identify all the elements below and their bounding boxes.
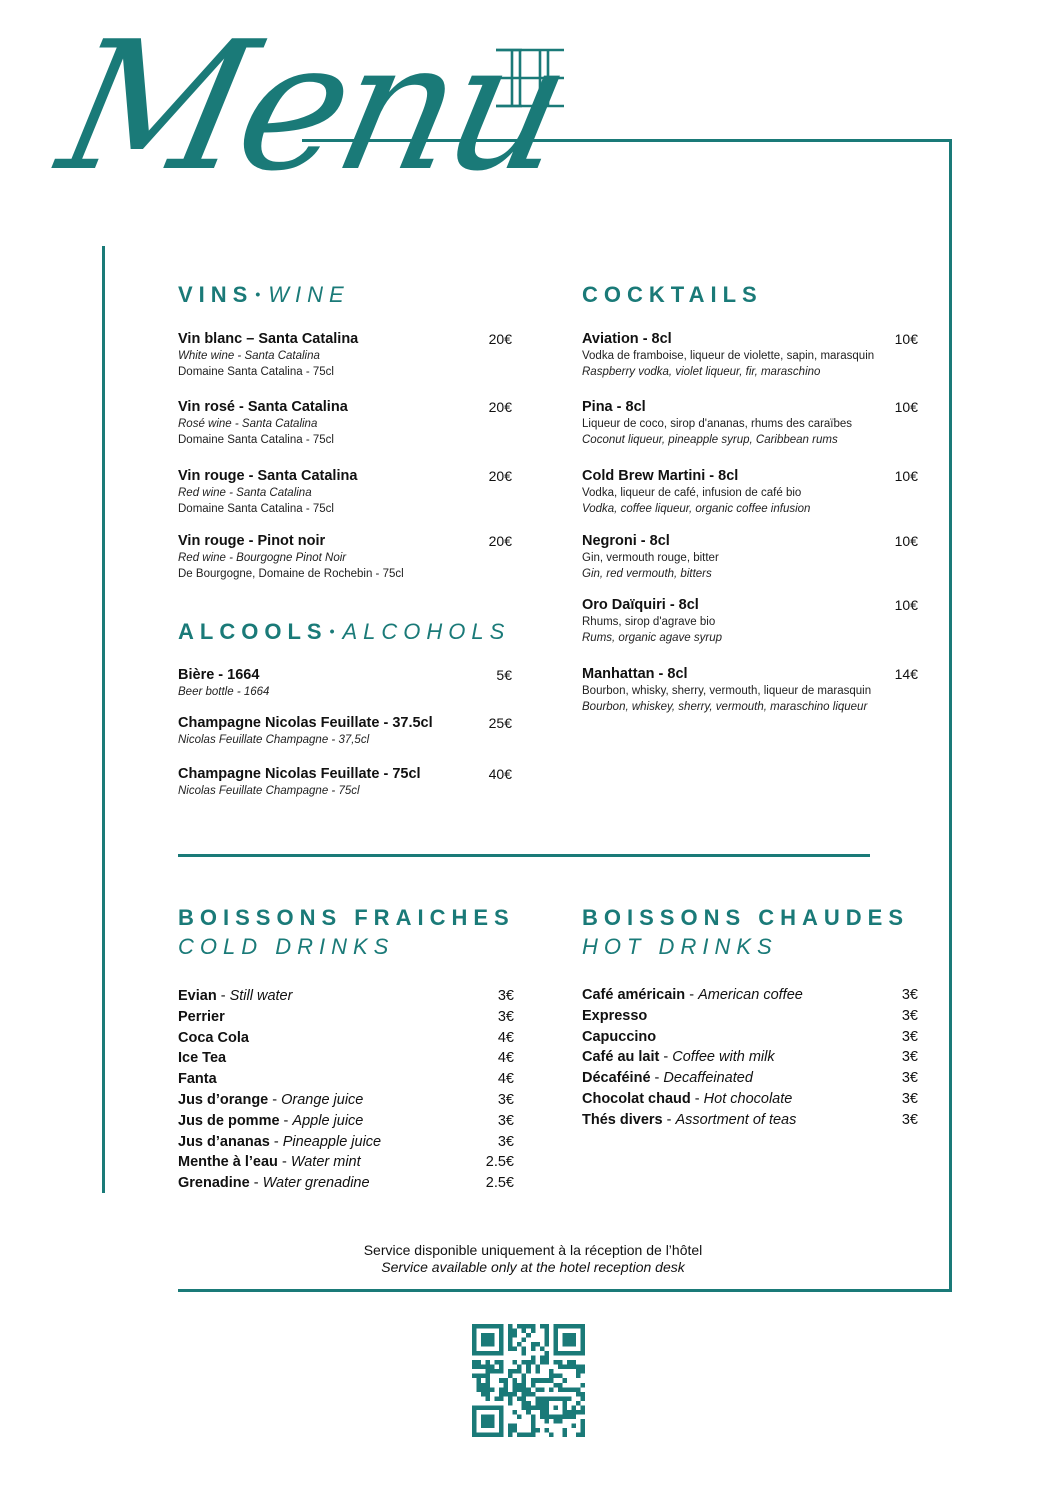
alcohols-item	[178, 766, 512, 799]
wine-item-price: 20€	[488, 331, 512, 347]
wine-section-title	[178, 282, 350, 308]
cold-drink-price: 4€	[497, 1071, 514, 1088]
hot-drink-price: 3€	[901, 1028, 918, 1045]
wine-item-detail: White wine - Santa Catalina	[178, 350, 320, 362]
wine-item-name: Vin blanc – Santa Catalina	[178, 331, 359, 347]
dash-separator: -	[268, 1092, 282, 1108]
hot-drink-name: Capuccino	[582, 1028, 657, 1045]
cocktails-item	[582, 666, 918, 715]
cocktails-item-origin: Gin, red vermouth, bitters	[582, 568, 712, 580]
dash-separator: -	[277, 1154, 291, 1171]
hot-drinks-title: BOISSONS CHAUDES	[582, 905, 910, 930]
cold-drink-row	[178, 986, 514, 1006]
wine-title-fr: VINS	[178, 282, 254, 307]
cold-drink-name: Ice Tea	[178, 1050, 227, 1067]
alcohols-item-detail: Nicolas Feuillate Champagne - 75cl	[178, 785, 360, 797]
hot-drink-row	[582, 1006, 918, 1026]
service-note-en: Service available only at the hotel reception desk	[381, 1259, 685, 1275]
cold-drink-price: 2.5€	[485, 1154, 514, 1171]
hot-drink-price: 3€	[901, 1091, 918, 1107]
alcohols-item-name: Bière - 1664	[178, 667, 260, 683]
wine-item-price: 20€	[488, 468, 512, 484]
cold-drink-price: 3€	[497, 1092, 514, 1108]
wine-item-origin: Domaine Santa Catalina - 75cl	[178, 366, 334, 378]
cocktails-item	[582, 533, 918, 582]
hot-drink-name: Café au lait	[582, 1049, 660, 1066]
cold-drink-english: Water mint	[290, 1154, 361, 1171]
alcohols-item-price: 25€	[488, 715, 512, 731]
hot-drink-row	[582, 985, 918, 1005]
cocktails-item-name: Negroni - 8cl	[582, 533, 670, 549]
cold-drink-row	[178, 1069, 514, 1089]
service-note-fr: Service disponible uniquement à la réception de l’hôtel	[363, 1242, 703, 1258]
alcohols-item	[178, 715, 512, 748]
hot-drink-name: Décaféiné	[582, 1070, 651, 1087]
cocktails-item-price: 14€	[894, 666, 918, 682]
cold-drink-row	[178, 1173, 514, 1193]
cocktails-item-detail: Gin, vermouth rouge, bitter	[582, 552, 719, 564]
alcohols-item-detail: Beer bottle - 1664	[178, 686, 270, 698]
hot-drink-name: Expresso	[582, 1007, 648, 1024]
wine-item-origin: De Bourgogne, Domaine de Rochebin - 75cl	[178, 568, 404, 580]
wine-item-price: 20€	[488, 533, 512, 549]
cold-drink-price: 3€	[497, 1133, 514, 1150]
cocktails-item-origin: Rums, organic agave syrup	[582, 632, 722, 644]
hot-drink-row	[582, 1089, 918, 1109]
cocktails-item-name: Cold Brew Martini - 8cl	[582, 468, 739, 484]
dash-separator: -	[662, 1111, 676, 1128]
wine-item-origin: Domaine Santa Catalina - 75cl	[178, 434, 334, 446]
cocktails-item-price: 10€	[894, 331, 918, 347]
alcohols-item-price: 5€	[496, 667, 512, 683]
dash-separator: -	[650, 1070, 664, 1087]
cold-drink-row	[178, 1007, 514, 1027]
cocktails-item	[582, 468, 918, 517]
dash-separator: -	[279, 1112, 293, 1129]
cold-drink-price: 4€	[497, 1050, 514, 1067]
cold-drink-english: Apple juice	[292, 1112, 364, 1129]
frame-left-line	[102, 246, 105, 1193]
cocktails-item-name: Manhattan - 8cl	[582, 666, 688, 682]
cold-drink-name: Fanta	[178, 1071, 217, 1088]
hot-drink-row	[582, 1047, 918, 1067]
dash-separator: -	[685, 987, 699, 1003]
dash-separator: -	[659, 1049, 673, 1066]
cold-drink-row	[178, 1028, 514, 1048]
dash-separator: -	[690, 1091, 704, 1107]
hot-drink-row	[582, 1027, 918, 1047]
cocktails-item-price: 10€	[894, 533, 918, 549]
cocktails-item-origin: Coconut liqueur, pineapple syrup, Caribbean rums	[582, 434, 838, 446]
wine-item	[178, 468, 512, 517]
cold-drink-price: 3€	[497, 1008, 514, 1025]
hot-drink-price: 3€	[901, 1007, 918, 1024]
hot-drink-price: 3€	[901, 1049, 918, 1066]
menu-title: Menu	[45, 3, 582, 210]
alcohols-item-detail: Nicolas Feuillate Champagne - 37,5cl	[178, 734, 370, 746]
hot-drink-price: 3€	[901, 987, 918, 1003]
cold-drink-row	[178, 1152, 514, 1172]
cocktails-item	[582, 597, 918, 646]
dot-separator: •	[255, 286, 267, 302]
wine-item-origin: Domaine Santa Catalina - 75cl	[178, 503, 334, 515]
cold-drink-english: Orange juice	[281, 1092, 364, 1108]
dash-separator: -	[269, 1133, 283, 1150]
frame-right-line	[949, 139, 952, 1292]
alcohols-section-title	[178, 619, 510, 645]
hot-drink-english: Hot chocolate	[703, 1091, 793, 1107]
cold-drink-name: Menthe à l’eau	[178, 1154, 278, 1171]
hot-drink-price: 3€	[901, 1070, 918, 1087]
alcohols-item	[178, 667, 512, 700]
cold-drink-price: 4€	[497, 1029, 514, 1046]
cocktails-item-name: Aviation - 8cl	[582, 331, 672, 347]
cocktails-item	[582, 399, 918, 448]
cocktails-item-price: 10€	[894, 468, 918, 484]
cold-drink-row	[178, 1132, 514, 1152]
hot-drink-row	[582, 1110, 918, 1130]
cold-drink-row	[178, 1090, 514, 1110]
cold-drink-name: Perrier	[178, 1008, 225, 1025]
wine-title-en: WINE	[268, 282, 350, 307]
hot-drink-english: Decaffeinated	[663, 1070, 753, 1087]
wine-item	[178, 533, 512, 582]
hot-drink-name: Café américain	[582, 987, 686, 1003]
frame-bottom-line	[178, 1289, 952, 1292]
hot-drink-price: 3€	[901, 1111, 918, 1128]
alcohols-title-fr: ALCOOLS	[178, 619, 328, 644]
hot-drink-english: Coffee with milk	[672, 1049, 775, 1066]
cold-drink-name: Coca Cola	[178, 1029, 249, 1046]
cocktails-item-detail: Vodka, liqueur de café, infusion de café bio	[582, 487, 802, 499]
cold-drink-row	[178, 1048, 514, 1068]
cocktails-item-price: 10€	[894, 399, 918, 415]
cocktails-item-name: Oro Daïquiri - 8cl	[582, 597, 699, 613]
cocktails-item-price: 10€	[894, 597, 918, 613]
cocktails-item-name: Pina - 8cl	[582, 399, 646, 415]
cold-drink-english: Still water	[229, 988, 293, 1004]
wine-item-name: Vin rouge - Pinot noir	[178, 533, 326, 549]
cold-drink-english: Pineapple juice	[282, 1133, 382, 1150]
wine-item-name: Vin rouge - Santa Catalina	[178, 468, 358, 484]
hot-drink-english: American coffee	[698, 987, 803, 1003]
cold-drink-price: 2.5€	[485, 1175, 514, 1192]
cocktails-item-detail: Bourbon, whisky, sherry, vermouth, liqueur de marasquin	[582, 685, 872, 697]
cold-drink-price: 3€	[497, 1112, 514, 1129]
cold-drink-name: Grenadine	[178, 1175, 250, 1192]
wine-item	[178, 331, 512, 380]
cocktails-item-detail: Vodka de framboise, liqueur de violette, sapin, marasquin	[582, 350, 875, 362]
wine-item-price: 20€	[488, 399, 512, 415]
dot-separator: •	[329, 623, 341, 639]
cold-drink-english: Water grenadine	[262, 1175, 370, 1192]
dash-separator: -	[216, 988, 230, 1004]
alcohols-item-name: Champagne Nicolas Feuillate - 75cl	[178, 766, 421, 782]
cocktails-section-title: COCKTAILS	[582, 282, 763, 307]
qr-code-icon[interactable]	[472, 1324, 585, 1437]
cold-drink-name: Jus de pomme	[178, 1112, 280, 1129]
alcohols-item-price: 40€	[488, 766, 512, 782]
cold-drink-name: Evian	[178, 988, 217, 1004]
cold-drinks-title: BOISSONS FRAICHES	[178, 905, 515, 930]
hot-drink-name: Chocolat chaud	[582, 1091, 691, 1107]
cocktails-item-detail: Liqueur de coco, sirop d'ananas, rhums des caraïbes	[582, 418, 853, 430]
cocktails-item-origin: Raspberry vodka, violet liqueur, fir, maraschino	[582, 366, 821, 378]
wine-item-detail: Red wine - Santa Catalina	[178, 487, 312, 499]
hot-drinks-subtitle: HOT DRINKS	[582, 934, 778, 959]
cocktails-item-origin: Vodka, coffee liqueur, organic coffee infusion	[582, 503, 811, 515]
cold-drink-price: 3€	[497, 988, 514, 1004]
hot-drink-row	[582, 1068, 918, 1088]
wine-item-name: Vin rosé - Santa Catalina	[178, 399, 348, 415]
alcohols-item-name: Champagne Nicolas Feuillate - 37.5cl	[178, 715, 433, 731]
wine-item	[178, 399, 512, 448]
hot-drink-english: Assortment of teas	[675, 1111, 797, 1128]
cocktails-item	[582, 331, 918, 380]
cold-drink-name: Jus d’ananas	[178, 1133, 270, 1150]
wine-item-detail: Rosé wine - Santa Catalina	[178, 418, 318, 430]
cocktails-item-origin: Bourbon, whiskey, sherry, vermouth, maraschino liqueur	[582, 701, 868, 713]
cocktails-item-detail: Rhums, sirop d'agrave bio	[582, 616, 716, 628]
dash-separator: -	[249, 1175, 263, 1192]
cold-drinks-subtitle: COLD DRINKS	[178, 934, 395, 959]
cold-drink-row	[178, 1111, 514, 1131]
wine-item-detail: Red wine - Bourgogne Pinot Noir	[178, 552, 347, 564]
section-divider	[178, 854, 870, 857]
alcohols-title-en: ALCOHOLS	[342, 619, 511, 644]
cold-drink-name: Jus d’orange	[178, 1092, 269, 1108]
hot-drink-name: Thés divers	[582, 1111, 663, 1128]
